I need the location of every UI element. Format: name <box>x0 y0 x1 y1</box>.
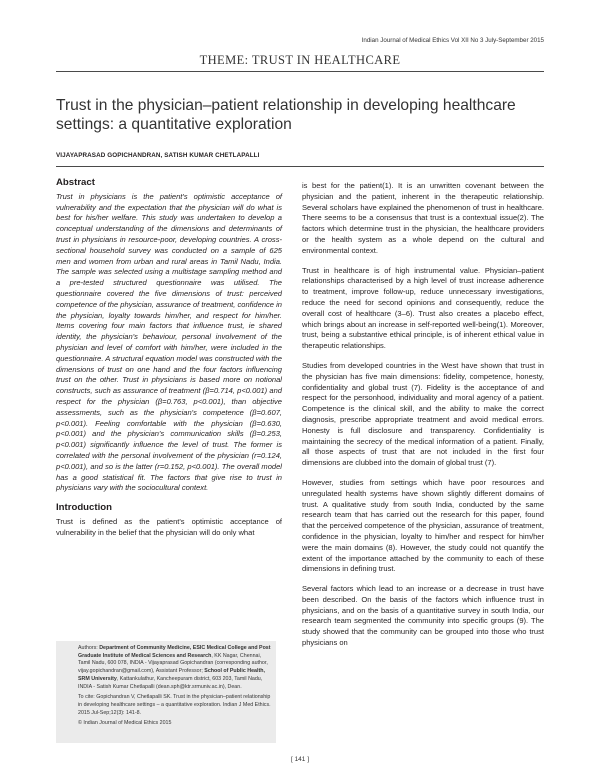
affiliation-2: School of Public Health, SRM University <box>78 668 265 682</box>
introduction-paragraph-2: Trust in healthcare is of high instrumental value. Physician–patient relationships characterised by a high level of trust increase adherence to treatment, improve follow-up, reduce unnecessary investigations, reduce the need for second opinions and consequently, reduce the overall cost of healthcare (3–6). Trust also creates a placebo effect, which brings about an increase in self-reported well-being(1). Moreover, trust, being a substantive ethical principle, is of inherent ethical value in therapeutic relationships. <box>302 265 544 351</box>
introduction-heading: Introduction <box>56 502 112 514</box>
authors-rule <box>56 166 544 167</box>
right-column <box>302 181 544 658</box>
authors-label: Authors: <box>78 645 98 651</box>
journal-header: Indian Journal of Medical Ethics Vol XII No 3 July-September 2015 <box>361 37 544 44</box>
author-affiliations <box>78 645 271 691</box>
introduction-paragraph-continued: is best for the patient(1). It is an unwritten covenant between the physician and the patient, inherent in the therapeutic relationship. Several scholars have explained the phenomenon of trust in healthcare. There seems to be a consensus that trust is a contextual issue(2). The factors which determine trust in the physician, the healthcare providers or the health system as a whole depend on the cultural and environmental context. <box>302 181 544 255</box>
article-authors: VIJAYAPRASAD GOPICHANDRAN, SATISH KUMAR CHETLAPALLI <box>56 152 260 159</box>
left-column <box>56 178 282 548</box>
introduction-paragraph-4: However, studies from settings which have poor resources and unregulated health systems have shown slightly different domains of trust. A qualitative study from south India, conducted by the same research team that has carried out the research for this paper, found that the perceived competence of the physician, assurance of treatment, confidence in the physician, loyalty to him/her and respect for him/her were the main domains (8). However, the study could not quantify the extent of the importance attached by the community to each of these dimensions in defining trust. <box>302 477 544 574</box>
affiliation-2-details: , Kattankulathur, Kancheepuram district, 603 203, Tamil Nadu, INDIA - Satish Kumar Chetlapalli (dean.sph@ktr.srmuniv.ac.in), Dean. <box>78 675 263 690</box>
abstract-heading: Abstract <box>56 177 95 188</box>
article-title: Trust in the physician–patient relationship in developing healthcare settings: a quantitative exploration <box>56 97 516 133</box>
author-info-box <box>56 641 276 743</box>
theme-heading: THEME: TRUST IN HEALTHCARE <box>199 53 401 67</box>
abstract-text: Trust in physicians is the patient's optimistic acceptance of vulnerability and the expectation that the physician will do what is best for his/her welfare. This study was undertaken to develop a conceptual understanding of the dimensions and determinants of trust in physicians in resource-poor, developing countries. A cross-sectional household survey was conducted on a sample of 625 men and women from urban and rural areas in Tamil Nadu, India. The sample was selected using a multistage sampling method and a pre-tested structured questionnaire was utilised. The questionnaire covered the five dimensions of trust: perceived competence of the physician, assurance of treatment, confidence in the physician, loyalty towards him/her, and respect for him/her. Items covering four main factors that influence trust, ie shared identity, the physician's behaviour, personal involvement of the physician and level of comfort with him/her, were included in the questionnaire. A structural equation model was constructed with the dimensions of trust on one hand and the four factors influencing trust on the other. Trust in physicians is based more on notional constructs, such as assurance of treatment (β=0.714, p<0.001) and respect for the physician (β=0.763, p<0.001), than objective assessments, such as the physician's competence (β=0.607, p<0.001). Feeling comfortable with the physician (β=0.630, p<0.001) and the physician's communication skills (β=0.253, p<0.001) significantly influence the level of trust. The former is correlated with the personal involvement of the physician (r=0.124, p<0.001), and so is the latter (r=0.152, p<0.001). The overall model has a good statistical fit. The factors that give rise to trust in physicians vary with the sociocultural context. <box>56 191 282 493</box>
affiliation-1-details: , KK Nagar, Chennai, Tamil Nadu, 600 078, INDIA - Vijayaprasad Gopichandran (corresponding author, vijay.gopichandran@gmail.com), Assistant Professor; <box>78 652 268 675</box>
introduction-paragraph-start: Trust is defined as the patient's optimistic acceptance of vulnerability in the belief that the physician will do only what <box>56 516 282 537</box>
copyright-text: © Indian Journal of Medical Ethics 2015 <box>78 720 172 727</box>
header-rule <box>56 71 544 72</box>
page-number: [ 141 ] <box>290 756 310 763</box>
citation-text: To cite: Gopichandran V, Chetlapalli SK. Trust in the physician–patient relationship in developing healthcare settings – a quantitative exploration. Indian J Med Ethics. 2015 Jul-Sep;12(3): 141-8. <box>78 694 271 716</box>
introduction-paragraph-5: Several factors which lead to an increase or a decrease in trust have been described. On the basis of the factors which influence trust in physicians, and on the basis of a quantitative survey in south India, our research team segmented the community into specific groups (9). The study showed that the community can be grouped into those who trust physicians on <box>302 584 544 648</box>
introduction-paragraph-3: Studies from developed countries in the West have shown that trust in the physician has five main dimensions: fidelity, competence, honesty, confidentiality and global trust (7). Fidelity is the acceptance of and respect for the personhood, individuality and moral agency of a patient. Competence is the clinical skill, and the ability to make the correct diagnosis, prescribe appropriate treatment and avoid medical errors. Honesty is full disclosure and transparency. Confidentiality is maintaining the secrecy of the medical information of a patient. Finally, all those aspects of trust that are not included in the first four dimensions are clubbed into the domain of global trust (7). <box>302 360 544 468</box>
affiliation-1: Department of Community Medicine, ESIC Medical College and Post Graduate Institute of Medical Sciences and Research <box>78 645 271 659</box>
